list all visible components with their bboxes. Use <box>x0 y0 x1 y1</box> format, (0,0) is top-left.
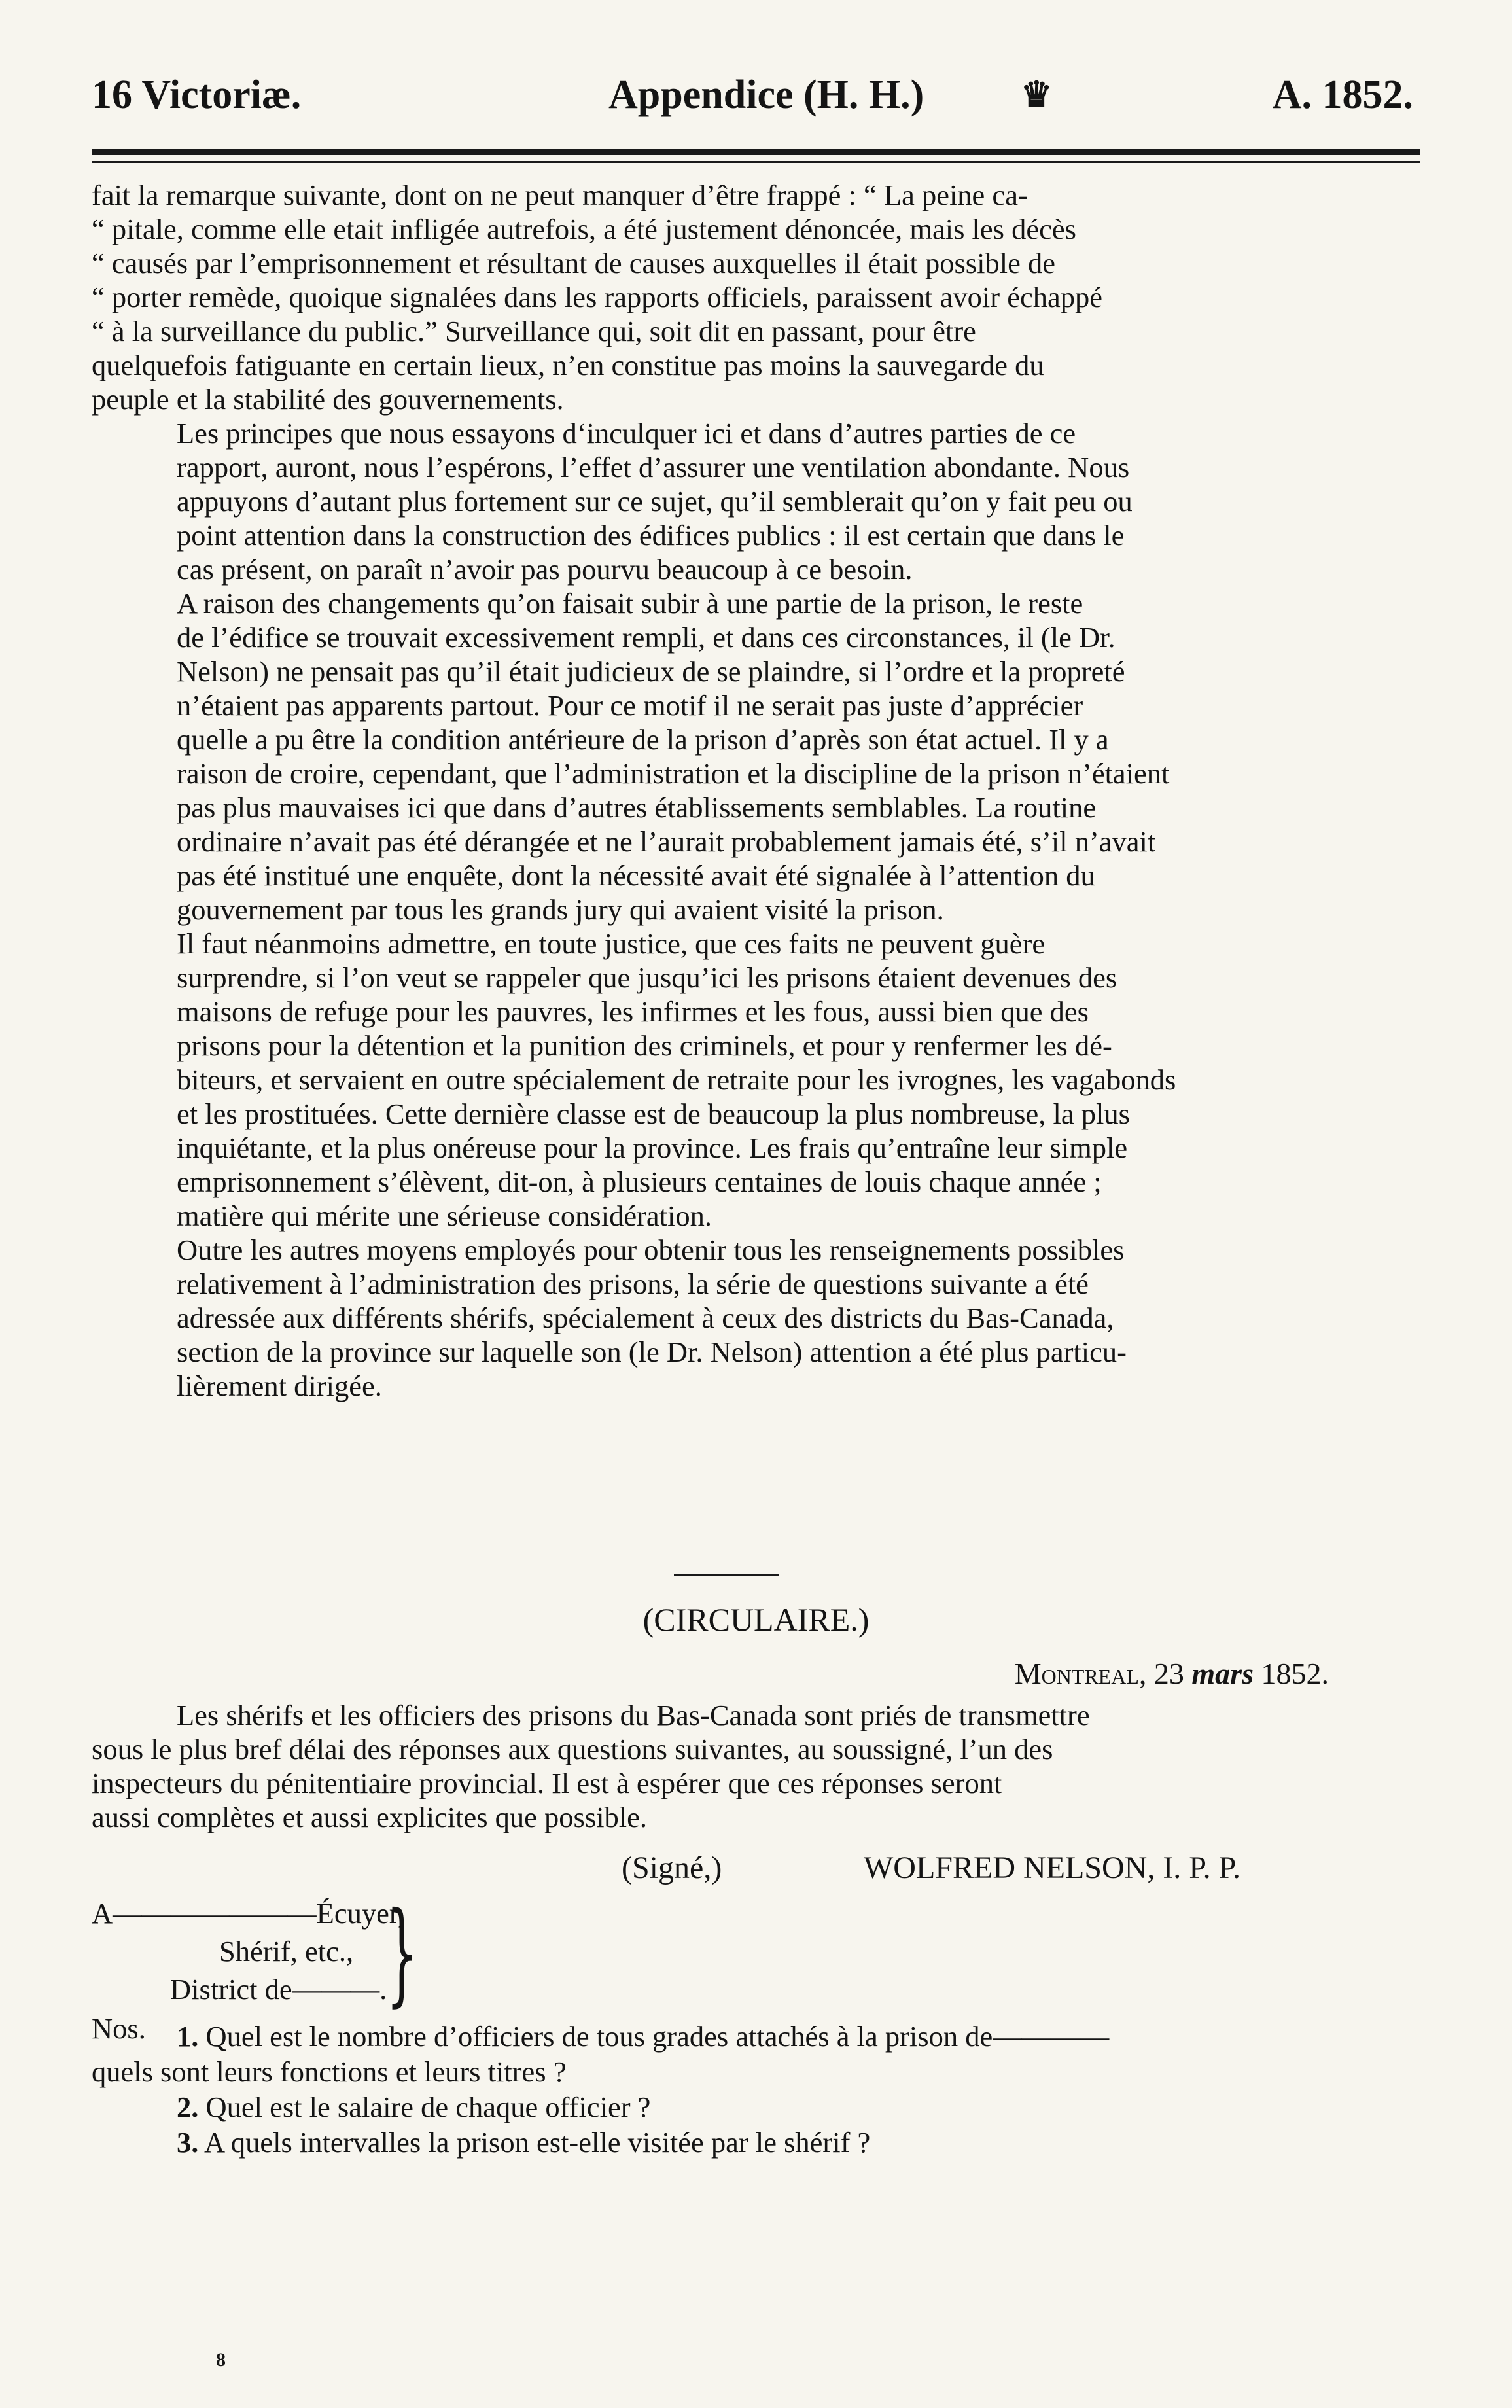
question-item <box>177 2089 650 2125</box>
text-line: pas plus mauvaises ici que dans d’autres établissements semblables. La routine <box>177 791 1097 824</box>
text-line: Nelson) ne pensait pas qu’il était judicieux de se plaindre, si l’ordre et la propreté <box>177 655 1125 688</box>
text-line: surprendre, si l’on veut se rappeler que jusqu’ici les prisons étaient devenues des <box>177 961 1117 994</box>
text-line: quelquefois fatiguante en certain lieux, n’en constitue pas moins la sauvegarde du <box>92 349 1044 381</box>
text-line: A raison des changements qu’on faisait subir à une partie de la prison, le reste <box>177 587 1083 620</box>
circular-paragraph <box>92 1698 1413 1834</box>
text-line: inquiétante, et la plus onéreuse pour la province. Les frais qu’entraîne leur simple <box>177 1131 1128 1164</box>
signature-block <box>622 1849 1241 1888</box>
text-line: ordinaire n’avait pas été dérangée et ne l’aurait probablement jamais été, s’il n’avait <box>177 825 1156 858</box>
question-number: 3. <box>177 2126 199 2159</box>
text-line: raison de croire, cependant, que l’administration et la discipline de la prison n’étaient <box>177 757 1170 790</box>
text-line: “ porter remède, quoique signalées dans les rapports officiels, paraissent avoir échappé <box>92 281 1102 313</box>
text-line: de l’édifice se trouvait excessivement rempli, et dans ces circonstances, il (le Dr. <box>177 621 1116 654</box>
text-line: sous le plus bref délai des réponses aux questions suivantes, au soussigné, l’un des <box>92 1733 1053 1765</box>
running-head-year: A. 1852. <box>1272 73 1413 117</box>
text-line: lièrement dirigée. <box>177 1370 382 1402</box>
question-item <box>177 2125 870 2160</box>
text-line: biteurs, et servaient en outre spécialement de retraite pour les ivrognes, les vagabonds <box>177 1063 1176 1096</box>
text-line: point attention dans la construction des édifices publics : il est certain que dans le <box>177 519 1125 552</box>
text-line: cas présent, on paraît n’avoir pas pourvu beaucoup à ce besoin. <box>177 553 913 586</box>
circular-place: Montreal, <box>1014 1657 1147 1690</box>
text-line: maisons de refuge pour les pauvres, les infirmes et les fous, aussi bien que des <box>177 995 1089 1028</box>
paragraph-3 <box>92 586 1413 927</box>
signer-name: WOLFRED NELSON, I. P. P. <box>864 1850 1241 1885</box>
text-line: “ pitale, comme elle etait infligée autrefois, a été justement dénoncée, mais les décès <box>92 213 1076 245</box>
text-line: Les principes que nous essayons d‘inculquer ici et dans d’autres parties de ce <box>177 417 1076 450</box>
text-line: peuple et la stabilité des gouvernements. <box>92 383 564 416</box>
text-line: prisons pour la détention et la punition des criminels, et pour y renfermer les dé- <box>177 1029 1112 1062</box>
paragraph-2 <box>92 416 1413 586</box>
text-line: Il faut néanmoins admettre, en toute justice, que ces faits ne peuvent guère <box>177 927 1046 960</box>
signed-label: (Signé,) <box>622 1850 722 1885</box>
text-line: rapport, auront, nous l’espérons, l’effet d’assurer une ventilation abondante. Nous <box>177 451 1130 484</box>
question-text: quels sont leurs fonctions et leurs titres ? <box>92 2055 567 2088</box>
question-number: 1. <box>177 2020 199 2053</box>
crown-crest-icon: ♛ <box>1021 75 1053 115</box>
circular-day: 23 <box>1153 1657 1184 1690</box>
header-double-rule <box>92 149 1420 163</box>
text-line: section de la province sur laquelle son (le Dr. Nelson) attention a été plus particu- <box>177 1336 1127 1368</box>
address-recipient: A———————Écuyer, <box>92 1897 405 1930</box>
address-brace: } <box>386 1888 418 2018</box>
running-head-session: 16 Victoriæ. <box>92 73 302 117</box>
question-continuation <box>92 2054 566 2089</box>
circular-title: (CIRCULAIRE.) <box>642 1601 870 1638</box>
running-head-appendix: Appendice (H. H.) <box>608 73 924 117</box>
question-text: Quel est le salaire de chaque officier ? <box>205 2091 651 2123</box>
text-line: relativement à l’administration des prisons, la série de questions suivante a été <box>177 1267 1089 1300</box>
text-line: emprisonnement s’élèvent, dit-on, à plusieurs centaines de louis chaque année ; <box>177 1165 1102 1198</box>
text-line: appuyons d’autant plus fortement sur ce sujet, qu’il semblerait qu’on y fait peu ou <box>177 485 1133 518</box>
text-line: adressée aux différents shérifs, spécialement à ceux des districts du Bas-Canada, <box>177 1301 1114 1334</box>
question-text: A quels intervalles la prison est-elle visitée par le shérif ? <box>204 2126 871 2159</box>
signature-mark: 8 <box>216 2349 226 2371</box>
text-line: quelle a pu être la condition antérieure de la prison d’après son état actuel. Il y a <box>177 723 1109 756</box>
running-head <box>92 59 1413 131</box>
text-line: “ à la surveillance du public.” Surveillance qui, soit dit en passant, pour être <box>92 315 976 347</box>
address-title: Shérif, etc., <box>219 1935 354 1968</box>
paragraph-1 <box>92 178 1413 416</box>
paragraph-4 <box>92 927 1413 1233</box>
section-divider <box>674 1574 779 1576</box>
text-line: et les prostituées. Cette dernière classe est de beaucoup la plus nombreuse, la plus <box>177 1097 1130 1130</box>
text-line: gouvernement par tous les grands jury qui avaient visité la prison. <box>177 893 944 926</box>
numbers-label: Nos. <box>92 2012 146 2045</box>
text-line: pas été institué une enquête, dont la nécessité avait été signalée à l’attention du <box>177 859 1095 892</box>
text-line: n’étaient pas apparents partout. Pour ce motif il ne serait pas juste d’apprécier <box>177 689 1083 722</box>
question-number: 2. <box>177 2091 199 2123</box>
text-line: Les shérifs et les officiers des prisons du Bas-Canada sont priés de transmettre <box>177 1699 1090 1731</box>
circular-dateline <box>1015 1654 1329 1693</box>
text-line: fait la remarque suivante, dont on ne peut manquer d’être frappé : “ La peine ca- <box>92 179 1028 211</box>
question-item <box>177 2019 1109 2054</box>
paragraph-5 <box>92 1233 1413 1403</box>
text-line: inspecteurs du pénitentiaire provincial. Il est à espérer que ces réponses seront <box>92 1767 1002 1799</box>
report-body <box>92 178 1413 1403</box>
question-text: Quel est le nombre d’officiers de tous grades attachés à la prison de———— <box>205 2020 1110 2053</box>
text-line: matière qui mérite une sérieuse considération. <box>177 1199 712 1232</box>
text-line: “ causés par l’emprisonnement et résultant de causes auxquelles il était possible de <box>92 247 1055 279</box>
text-line: Outre les autres moyens employés pour obtenir tous les renseignements possibles <box>177 1233 1125 1266</box>
text-line: aussi complètes et aussi explicites que possible. <box>92 1801 648 1833</box>
circular-year: 1852. <box>1261 1657 1329 1690</box>
address-district: District de———. <box>170 1973 387 2006</box>
circular-body <box>92 1698 1413 1834</box>
circular-month: mars <box>1191 1657 1254 1690</box>
